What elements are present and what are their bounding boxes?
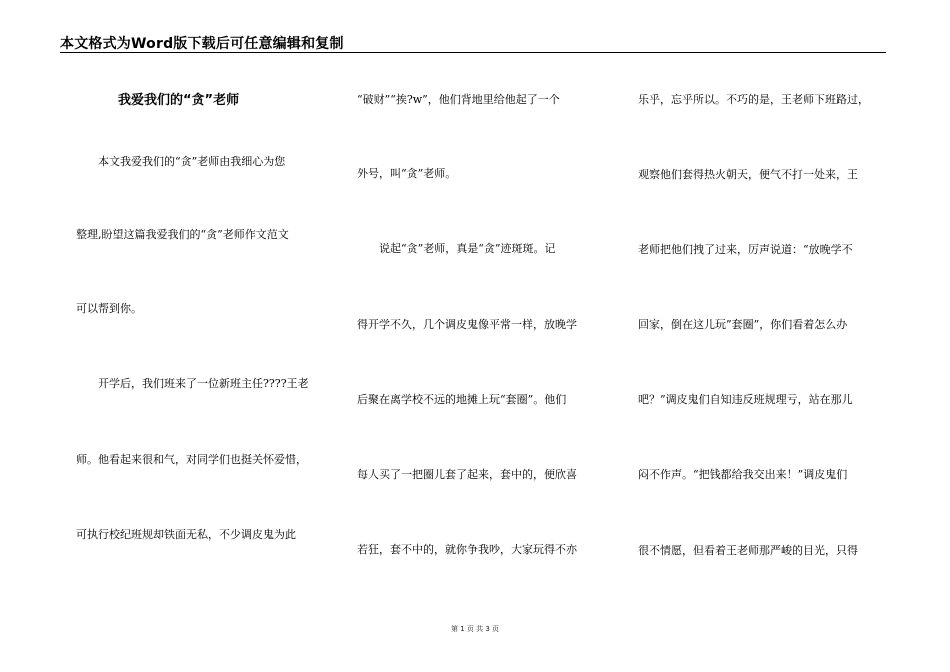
text-line: 可以帮到你。 [76,302,142,315]
text-line: 得开学不久，几个调皮鬼像平常一样，放晚学 [357,318,577,331]
text-line: 师。他看起来很和气，对同学们也挺关怀爱惜， [76,453,307,466]
header-divider [60,52,886,53]
text-line: 外号，叫“贪”老师。 [357,167,457,180]
text-line: 闷不作声。“把钱都给我交出来！”调皮鬼们 [638,468,848,481]
text-line: 每人买了一把圈儿套了起来，套中的，便欣喜 [357,468,577,481]
text-line: 吧？”调皮鬼们自知违反班规理亏，站在那儿 [638,393,853,406]
text-line: 观察他们套得热火朝天，便气不打一处来，王 [638,168,858,181]
text-line: “破财”“挨?w”，他们背地里给他起了一个 [357,93,560,106]
article-title: 我爱我们的“贪”老师 [118,93,240,108]
text-line: 开学后，我们班来了一位新班主任????王老 [76,377,309,390]
text-line: 回家，倒在这儿玩”套圈”，你们看着怎么办 [638,318,848,331]
page-number: 第 1 页 共 3 页 [450,625,500,633]
text-line: 本文我爱我们的“贪”老师由我细心为您 [76,155,286,168]
text-line: 很不情愿，但看着王老师那严峻的目光，只得 [638,544,858,557]
text-line: 老师把他们拽了过来，厉声说道：“放晚学不 [638,243,853,256]
text-line: 后聚在离学校不远的地摊上玩“套圈”。他们 [357,393,567,406]
header-text: 本文格式为Word版下载后可任意编辑和复制 [60,36,344,52]
text-line: 可执行校纪班规却铁面无私，不少调皮鬼为此 [76,528,296,541]
text-line: 说起“贪”老师，真是“贪”迹斑斑。记 [357,242,556,255]
text-line: 乐乎，忘乎所以。不巧的是，王老师下班路过， [638,93,869,106]
document-header [60,30,886,56]
text-line: 若狂，套不中的，就你争我吵，大家玩得不亦 [357,543,577,556]
text-line: 整理,盼望这篇我爱我们的“贪”老师作文范文 [76,228,289,241]
